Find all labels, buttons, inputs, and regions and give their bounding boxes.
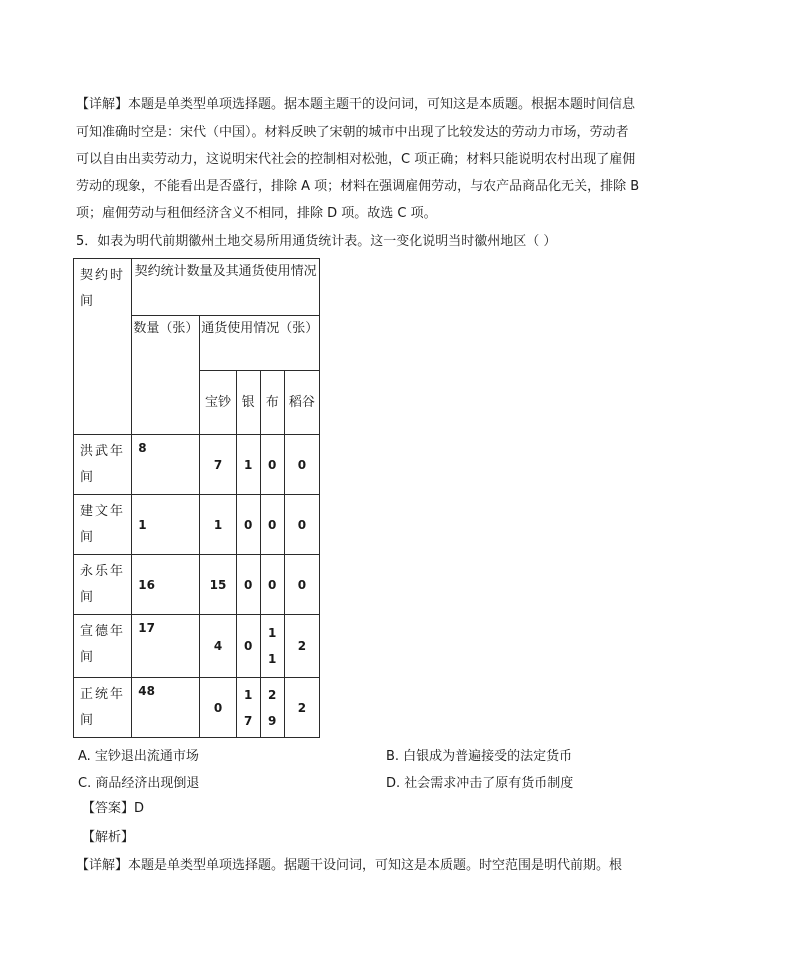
- explanation-line-1: 【详解】本题是单类型单项选择题。据本题主题干的设问词，可知这是本质题。根据本题时间信息: [76, 97, 636, 112]
- row-period: 洪武年间: [74, 435, 132, 495]
- table-row: [74, 555, 320, 615]
- row-silver: 0: [236, 615, 260, 678]
- explanation-line-5: 项；雇佣劳动与租佃经济含义不相同，排除 D 项。故选 C 项。: [76, 206, 437, 221]
- row-period: 永乐年间: [74, 555, 132, 615]
- row-baochao: 1: [200, 495, 236, 555]
- explanation-line-4: 劳动的现象，不能看出是否盛行，排除 A 项；材料在强调雇佣劳动，与农产品商品化无关，排除 B: [76, 179, 640, 194]
- row-rice: 2: [284, 615, 319, 678]
- header-currency-usage: 通货使用情况（张）: [200, 316, 320, 371]
- row-period: 建文年间: [74, 495, 132, 555]
- row-cloth: 0: [260, 555, 284, 615]
- row-silver: 0: [236, 495, 260, 555]
- row-rice: 0: [284, 555, 319, 615]
- row-baochao: 4: [200, 615, 236, 678]
- table-row: [74, 435, 320, 495]
- header-contract-stats: 契约统计数量及其通货使用情况: [132, 259, 320, 316]
- row-cloth: 29: [260, 678, 284, 738]
- explanation-line-2: 可知准确时空是：宋代（中国）。材料反映了宋朝的城市中出现了比较发达的劳动力市场，劳动者: [76, 125, 629, 140]
- row-silver: 0: [236, 555, 260, 615]
- row-count: 1: [132, 495, 200, 555]
- row-count: 16: [132, 555, 200, 615]
- option-a: A. 宝钞退出流通市场: [78, 749, 199, 764]
- row-rice: 0: [284, 435, 319, 495]
- option-b: B. 白银成为普遍接受的法定货币: [386, 749, 573, 764]
- analysis-label: 【解析】: [82, 830, 135, 845]
- explanation-bottom-line: 【详解】本题是单类型单项选择题。据题干设问词，可知这是本质题。时空范围是明代前期。根: [76, 858, 623, 873]
- col-rice: 稻谷: [284, 371, 319, 435]
- row-baochao: 15: [200, 555, 236, 615]
- row-baochao: 0: [200, 678, 236, 738]
- row-cloth: 0: [260, 435, 284, 495]
- row-period: 宣德年间: [74, 615, 132, 678]
- row-count: 17: [132, 615, 200, 678]
- col-silver: 银: [236, 371, 260, 435]
- header-contract-time: 契约时间: [74, 259, 132, 435]
- row-period: 正统年间: [74, 678, 132, 738]
- option-c: C. 商品经济出现倒退: [78, 776, 200, 791]
- question-stem: 5．如表为明代前期徽州土地交易所用通货统计表。这一变化说明当时徽州地区（ ）: [76, 234, 557, 249]
- row-cloth: 0: [260, 495, 284, 555]
- answer-label: 【答案】D: [82, 801, 145, 816]
- col-cloth: 布: [260, 371, 284, 435]
- option-d: D. 社会需求冲击了原有货币制度: [386, 776, 574, 791]
- row-count: 48: [132, 678, 200, 738]
- col-baochao: 宝钞: [200, 371, 236, 435]
- table-row: [74, 678, 320, 738]
- row-silver: 17: [236, 678, 260, 738]
- row-rice: 2: [284, 678, 319, 738]
- header-count: 数量（张）: [132, 316, 200, 435]
- row-baochao: 7: [200, 435, 236, 495]
- currency-statistics-table: [73, 258, 320, 738]
- row-count: 8: [132, 435, 200, 495]
- row-rice: 0: [284, 495, 319, 555]
- row-cloth: 11: [260, 615, 284, 678]
- row-silver: 1: [236, 435, 260, 495]
- explanation-line-3: 可以自由出卖劳动力，这说明宋代社会的控制相对松弛，C 项正确；材料只能说明农村出现了雇佣: [76, 152, 636, 167]
- table-row: [74, 615, 320, 678]
- table-row: [74, 495, 320, 555]
